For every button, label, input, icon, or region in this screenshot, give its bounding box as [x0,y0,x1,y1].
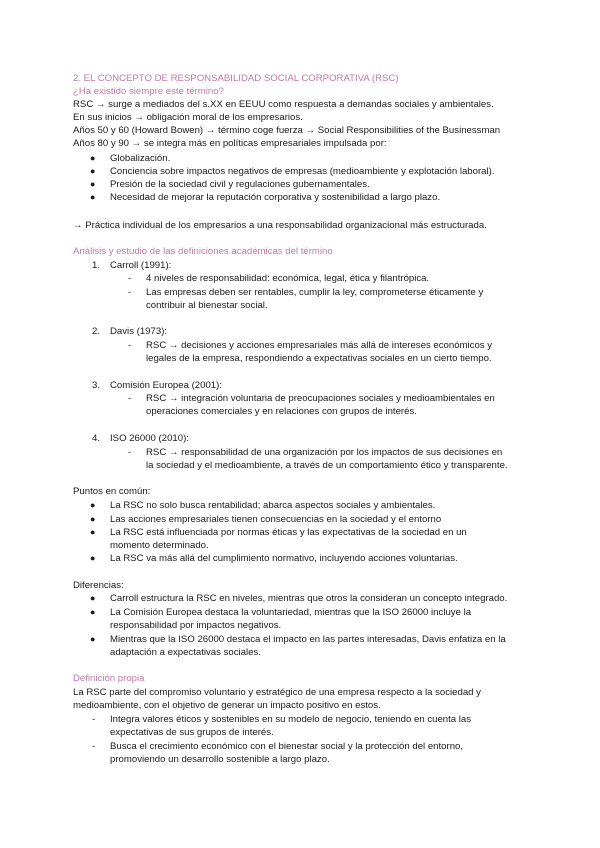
common-item: La RSC va más allá del cumplimiento normativo, incluyendo acciones voluntarias. [110,553,458,564]
definition-title: Davis (1973): [110,326,168,337]
definition-item: RSC → decisiones y acciones empresariales más allá de intereses económicos y [146,340,493,351]
definition-item: RSC → integración voluntaria de preocupaciones sociales y medioambientales en [146,393,495,404]
driver-item: Presión de la sociedad civil y regulaciones gubernamentales. [110,179,370,190]
intro-line: Años 50 y 60 (Howard Bowen) → término coge fuerza → Social Responsibilities of the Businessman [73,125,501,136]
difference-item-cont: responsabilidad por impactos negativos. [110,620,282,631]
bullet-icon: ● [90,607,96,617]
bullet-icon: ● [90,179,96,189]
common-item: La RSC no solo busca rentabilidad; abarca aspectos sociales y ambientales. [110,500,436,511]
definition-title: Comisión Europea (2001): [110,380,222,391]
definition-title: Carroll (1991): [110,260,172,271]
bullet-icon: ● [90,634,96,644]
bullet-icon: ● [90,527,96,537]
conclusion-line: → Práctica individual de los empresarios a una responsabilidad organizacional más estructurada. [73,220,487,231]
intro-line: RSC → surge a mediados del s.XX en EEUU como respuesta a demandas sociales y ambientales. [73,99,494,110]
difference-item: Carroll estructura la RSC en niveles, mientras que otros la consideran un concepto integrado. [110,593,508,604]
dash-icon: - [128,393,132,404]
driver-item: Globalización. [110,153,171,164]
dash-icon: - [92,714,96,725]
bullet-icon: ● [90,514,96,524]
own-definition-heading: Definición propia [73,673,145,684]
list-number: 4. [92,433,101,444]
bullet-icon: ● [90,553,96,563]
difference-item: La Comisión Europea destaca la voluntariedad, mientras que la ISO 26000 incluye la [110,607,472,618]
definition-item-cont: la sociedad y el medioambiente, a través de un comportamiento ético y transparente. [146,460,508,471]
definition-item-cont: contribuir al bienestar social. [146,300,268,311]
common-item-cont: momento determinado. [110,540,209,551]
bullet-icon: ● [90,593,96,603]
intro-line: Años 80 y 90 → se integra más en políticas empresariales impulsada por: [73,138,387,149]
own-definition-item-cont: expectativas de sus grupos de interés. [110,727,274,738]
bullet-icon: ● [90,153,96,163]
bullet-icon: ● [90,192,96,202]
dash-icon: - [128,340,132,351]
difference-item-cont: adaptación a expectativas sociales. [110,647,261,658]
definition-item-cont: operaciones comerciales y en relaciones con grupos de interés. [146,406,417,417]
dash-icon: - [128,287,132,298]
difference-item: Mientras que la ISO 26000 destaca el impacto en las partes interesadas, Davis enfatiza en la [110,634,506,645]
own-definition-item: Busca el crecimiento económico con el bienestar social y la protección del entorno, [110,741,464,752]
definition-item: 4 niveles de responsabilidad: económica, legal, ética y filantrópica. [146,273,430,284]
own-definition-text: medioambiente, con el objetivo de generar un impacto positivo en estos. [73,700,381,711]
question-subheading: ¿Ha existido siempre este término? [73,86,224,97]
definition-item: RSC → responsabilidad de una organización por los impactos de sus decisiones en [146,447,503,458]
own-definition-item-cont: promoviendo un desarrollo sostenible a largo plazo. [110,754,330,765]
section-heading: 2. EL CONCEPTO DE RESPONSABILIDAD SOCIAL CORPORATIVA (RSC) [73,73,399,84]
intro-line: En sus inicios → obligación moral de los empresarios. [73,112,303,123]
list-number: 2. [92,326,101,337]
definition-title: ISO 26000 (2010): [110,433,189,444]
driver-item: Conciencia sobre impactos negativos de empresas (medioambiente y explotación laboral). [110,166,495,177]
driver-item: Necesidad de mejorar la reputación corporativa y sostenibilidad a largo plazo. [110,192,441,203]
common-item: Las acciones empresariales tienen consecuencias en la sociedad y el entorno [110,514,442,525]
definition-item: Las empresas deben ser rentables, cumplir la ley, comprometerse éticamente y [146,287,484,298]
list-number: 3. [92,380,101,391]
common-item: La RSC está influenciada por normas éticas y las expectativas de la sociedad en un [110,527,467,538]
common-heading: Puntos en común: [73,486,151,497]
differences-heading: Diferencias: [73,580,124,591]
bullet-icon: ● [90,500,96,510]
own-definition-item: Integra valores éticos y sostenibles en su modelo de negocio, teniendo en cuenta las [110,714,472,725]
dash-icon: - [128,447,132,458]
bullet-icon: ● [90,166,96,176]
dash-icon: - [128,273,132,284]
definition-item-cont: legales de la empresa, respondiendo a expectativas sociales en un cierto tiempo. [146,353,492,364]
dash-icon: - [92,741,96,752]
list-number: 1. [92,260,101,271]
own-definition-text: La RSC parte del compromiso voluntario y estratégico de una empresa respecto a la sociedad y [73,687,481,698]
analysis-heading: Análisis y estudio de las definiciones académicas del término [73,246,333,257]
